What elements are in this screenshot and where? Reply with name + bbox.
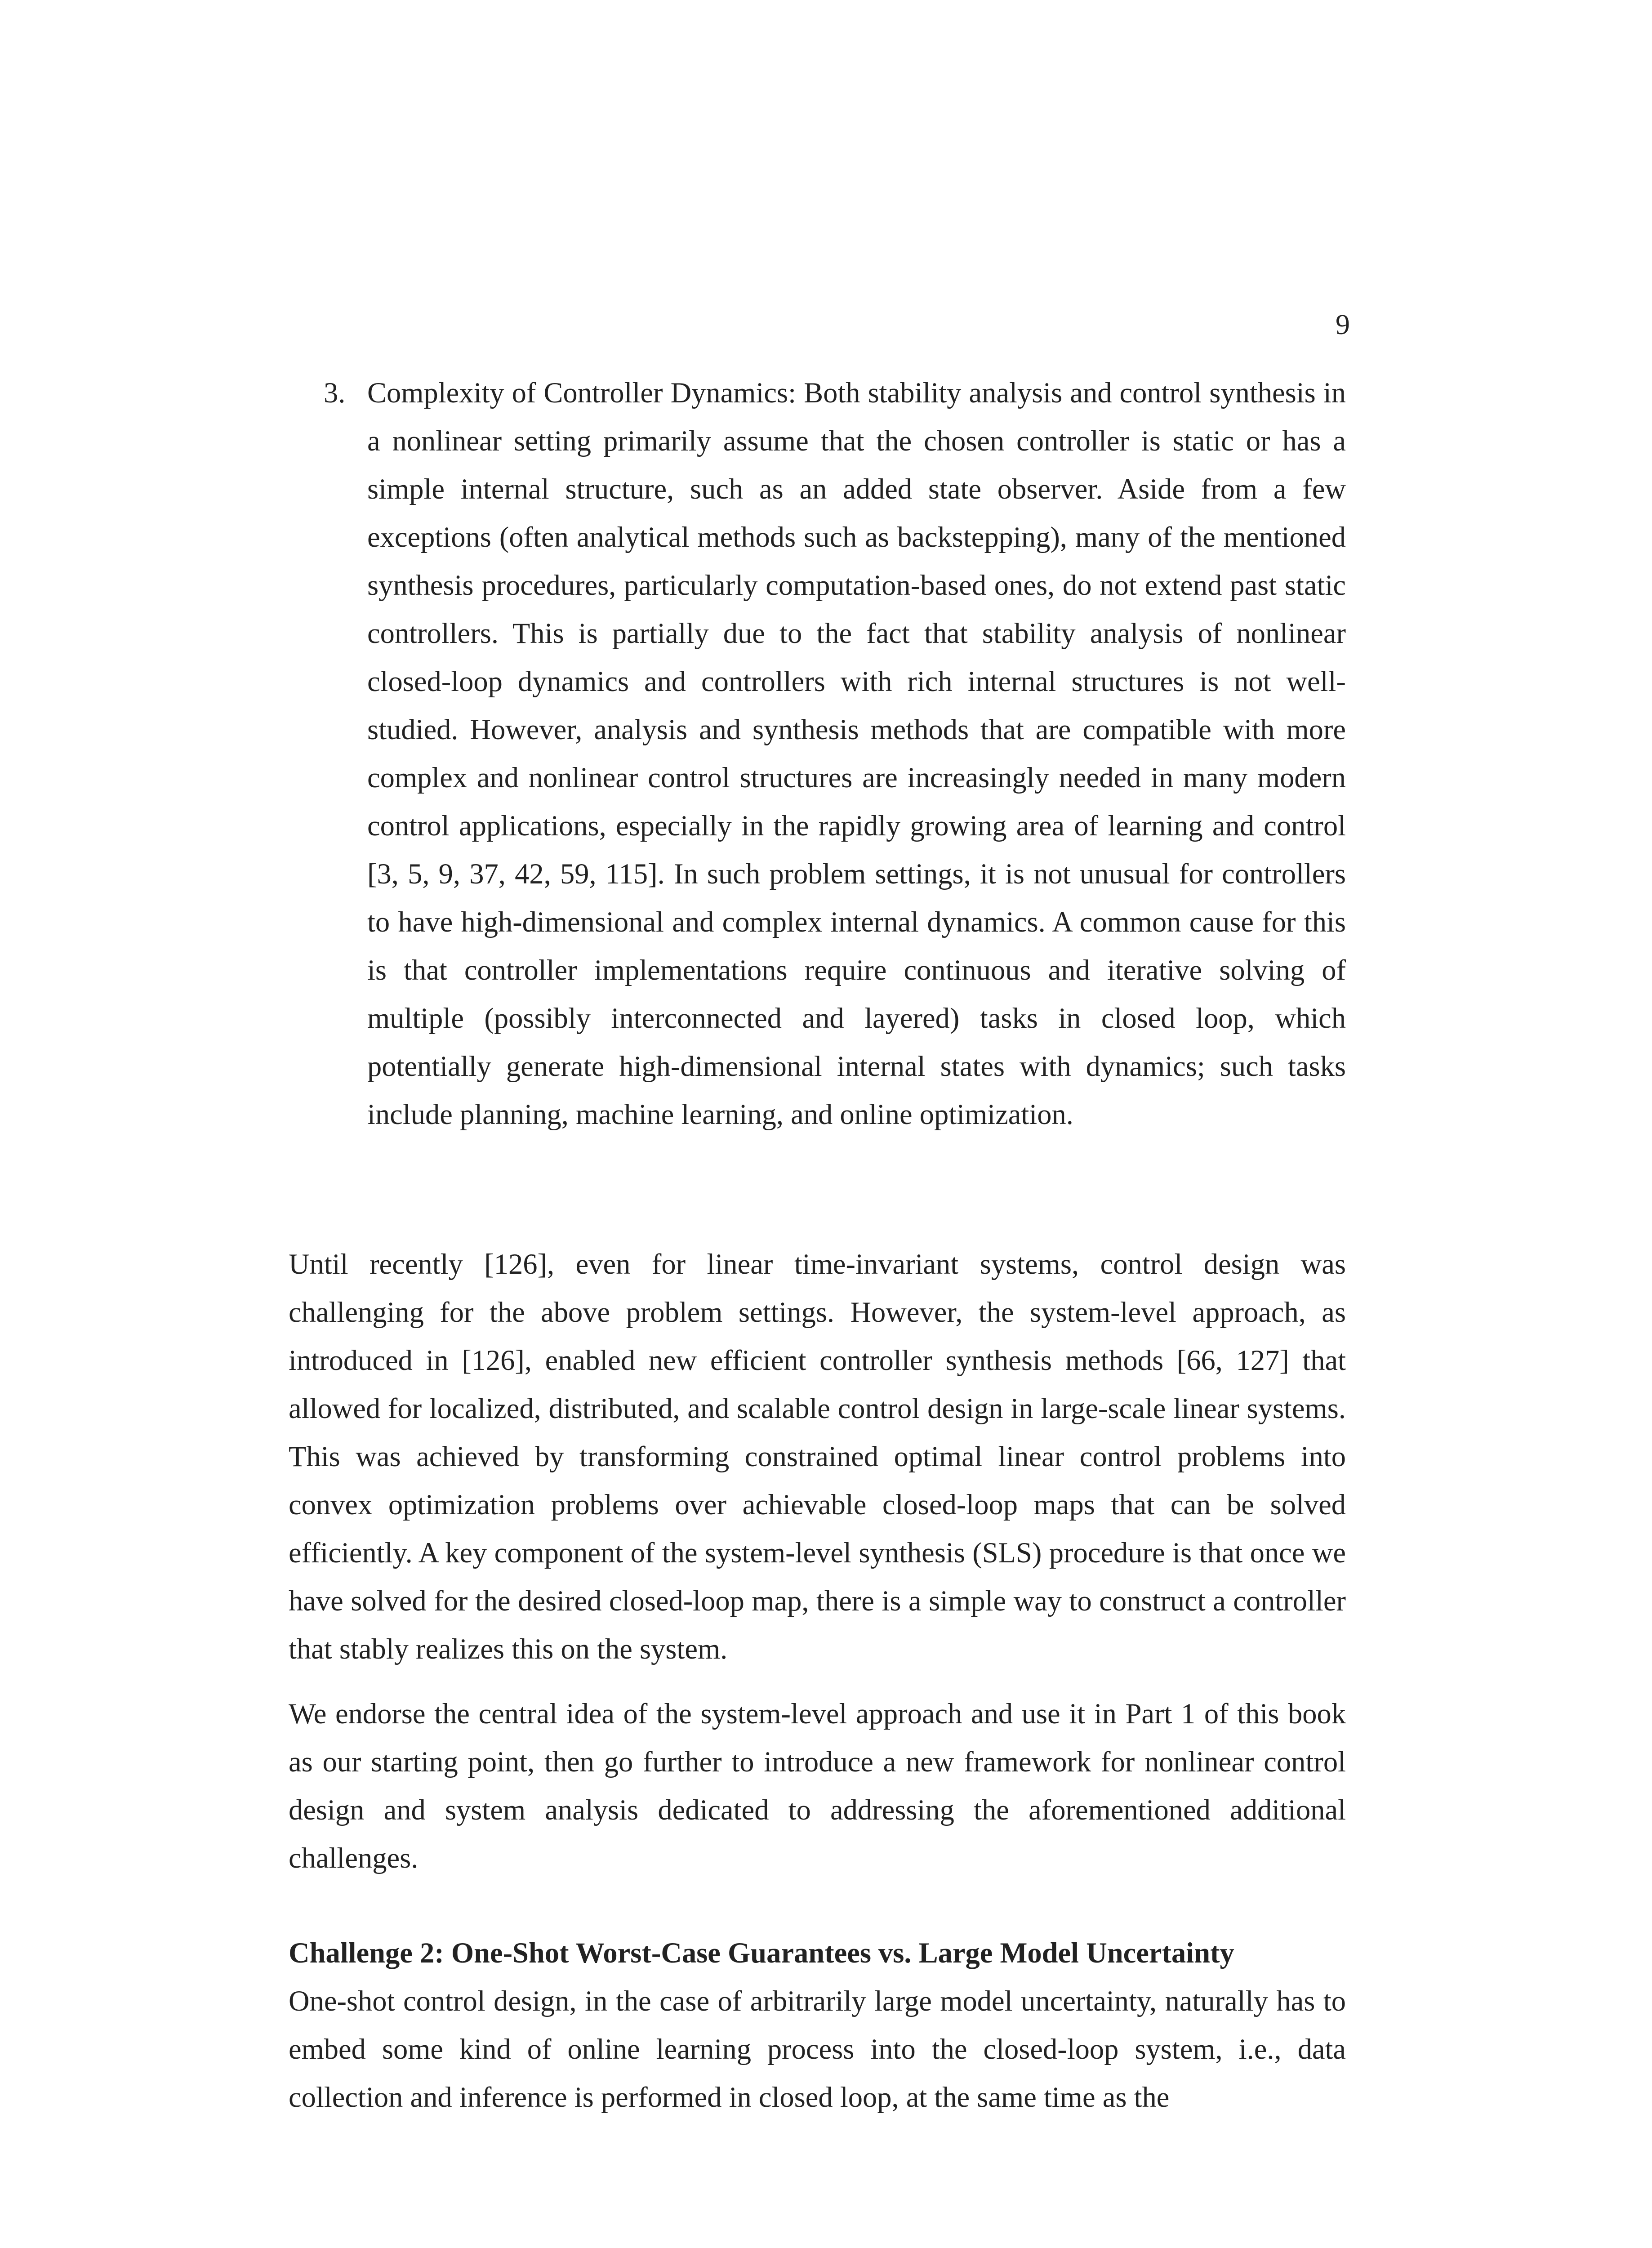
section-paragraph: One-shot control design, in the case of arbitrarily large model uncertainty, naturally has to embed some kind of online learning process into the closed-loop system, i.e., data collection and inference is performed in closed loop, at the same time as the [289,1985,1346,2113]
body-paragraph: We endorse the central idea of the system-level approach and use it in Part 1 of this book as our starting point, then go further to introduce a new framework for nonlinear control design and system analysis dedicated to addressing the aforementioned additional challenges. [289,1698,1346,1874]
body-paragraph: Until recently [126], even for linear time-invariant systems, control design was challenging for the above problem settings. However, the system-level approach, as introduced in [126], enabled new efficient controller synthesis methods [66, 127] that allowed for localized, distributed, and scalable control design in large-scale linear systems. This was achieved by transforming constrained optimal linear control problems into convex optimization problems over achievable closed-loop maps that can be solved efficiently. A key component of the system-level synthesis (SLS) procedure is that once we have solved for the desired closed-loop map, there is a simple way to construct a controller that stably realizes this on the system. [289,1248,1346,1665]
section-heading: Challenge 2: One-Shot Worst-Case Guarantees vs. Large Model Uncertainty [289,1937,1234,1969]
page-number: 9 [1336,308,1350,340]
list-item-number: 3. [324,377,346,409]
numbered-list-item [289,369,1346,1138]
list-item-text: Complexity of Controller Dynamics: Both stability analysis and control synthesis in a nonlinear setting primarily assume that the chosen controller is static or has a simple internal structure, such as an added state observer. Aside from a few exceptions (often analytical methods such as backstepping), many of the mentioned synthesis procedures, particularly computation-based ones, do not extend past static controllers. This is partially due to the fact that stability analysis of nonlinear closed-loop dynamics and controllers with rich internal structures is not well-studied. However, analysis and synthesis methods that are compatible with more complex and nonlinear control structures are increasingly needed in many modern control applications, especially in the rapidly growing area of learning and control [3, 5, 9, 37, 42, 59, 115]. In such problem settings, it is not unusual for controllers to have high-dimensional and complex internal dynamics. A common cause for this is that controller implementations require continuous and iterative solving of multiple (possibly interconnected and layered) tasks in closed loop, which potentially generate high-dimensional internal states with dynamics; such tasks include planning, machine learning, and online optimization. [367,377,1346,1130]
section-challenge-2 [289,1929,1346,2121]
